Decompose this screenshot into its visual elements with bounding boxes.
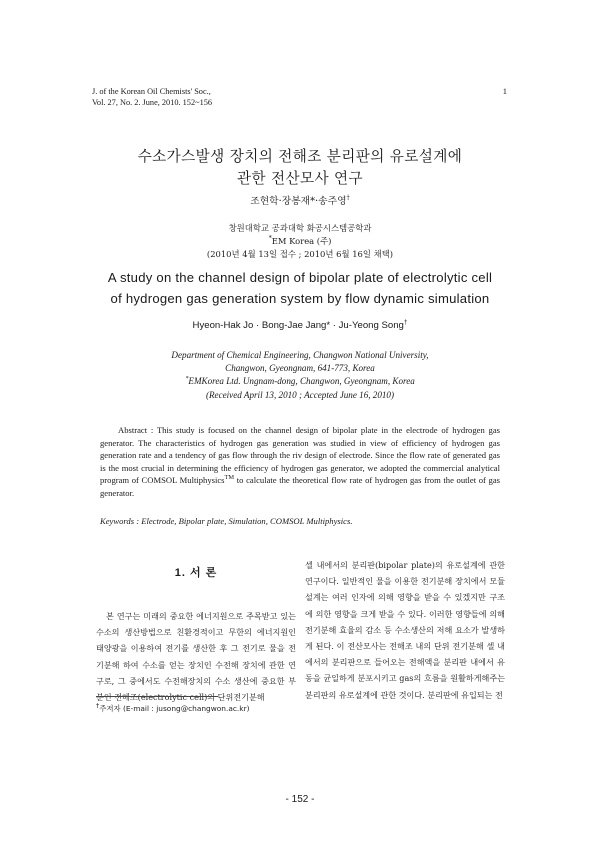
korean-affil-company: *EM Korea (주): [268, 234, 332, 246]
english-title: [0, 267, 600, 309]
body-column-right: [305, 557, 505, 703]
corresponding-dagger: †: [403, 318, 408, 326]
english-affil-department: Department of Chemical Engineering, Changwon National University,: [171, 350, 429, 360]
affil-star: *: [268, 234, 272, 243]
footnote-dagger: †: [96, 701, 100, 710]
abstract: [100, 424, 500, 500]
english-title-line2: of hydrogen gas generation system by flow dynamic simulation: [110, 291, 490, 306]
english-dates: (Received April 13, 2010 ; Accepted June 16, 2010): [205, 389, 395, 400]
trademark-mark: TM: [224, 474, 235, 482]
body-column-left: [96, 608, 296, 705]
abstract-text-end: to calculate the theoretical flow rate of hydrogen gas from the outlet of gas generator.: [100, 475, 500, 498]
journal-citation: [92, 86, 212, 108]
abstract-text: This study is focused on the channel design of bipolar plate in the electrode of hydrogen gas generator. The characteristics of hydrogen gas generation was studied in view of efficiency of hydrogen gas generation rate and a tendency of gas flow through the riv design of electrode. Since the flow rate of generated gas is the most crucial in determining the efficiency of hydrogen gas generator, we adopted the commercial analytical program of COMSOL Multiphysics: [100, 425, 501, 486]
abstract-label: Abstract :: [118, 425, 154, 435]
english-author-names: Hyeon-Hak Jo · Bong-Jae Jang* · Ju-Yeong Song: [192, 320, 404, 331]
body-right-text: 셀 내에서의 분리판(bipolar plate)의 유로설계에 관한 연구이다. 일반적인 물을 이용한 전기분해 장치에서 모듈설계는 여러 인자에 의해 영향을 받을 수 있겠지만 구조에 의한 영향을 크게 받을 수 있다. 이러한 영향들에 의해 전기분해 효율의 감소 등 수소생산의 저해 요소가 발생하게 된다. 이 전산모사는 전해조 내의 단위 전기분해 셀 내에서의 분리판으로 들어오는 전해액을 분리판 내에서 유동을 균일하게 분포시키고 gas의 흐름을 원활하게해주는 분리판의 유로설계에 관한 것이다. 분리판에 유입되는 전: [305, 560, 505, 700]
korean-title: [0, 146, 600, 190]
korean-affiliations: [0, 222, 600, 261]
keywords: Keywords : Electrode, Bipolar plate, Simulation, COMSOL Multiphysics.: [100, 516, 353, 526]
english-title-line1: A study on the channel design of bipolar plate of electrolytic cell: [107, 270, 493, 285]
journal-name: J. of the Korean Oil Chemists' Soc.,: [92, 87, 211, 96]
footnote-text: 주저자 (E-mail : jusong@changwon.ac.kr): [99, 704, 250, 713]
korean-affil-university: 창원대학교 공과대학 화공시스템공학과: [228, 223, 372, 233]
korean-title-line1: 수소가스발생 장치의 전해조 분리판의 유로설계에: [137, 148, 463, 165]
korean-authors: [0, 193, 600, 207]
english-affil-company: *EMKorea Ltd. Ungnam-dong, Changwon, Gyeongnam, Korea: [185, 375, 415, 387]
korean-dates: (2010년 4월 13일 접수 ; 2010년 6월 16일 채택): [206, 249, 394, 259]
journal-volume: Vol. 27, No. 2. June, 2010. 152~156: [92, 98, 213, 107]
footnote-divider: [96, 696, 218, 697]
body-left-text: 본 연구는 미래의 중요한 에너지원으로 주목받고 있는 수소의 생산방법으로 친환경적이고 무한의 에너지원인 태양광을 이용하여 전기를 생산한 후 그 전기로 물을 전기분해 하여 수소를 얻는 장치인 수전해 장치에 관한 연구로, 그 중에서도 수전해장치의 수소 생산에 중요한 부분인 전해조(electrolytic cell)의 단위전기분해: [96, 611, 296, 703]
affil-star: *: [185, 375, 189, 383]
corresponding-dagger: †: [346, 193, 350, 202]
korean-author-names: 조현학·장봉재*·송주영: [250, 196, 347, 207]
section-heading: 1. 서 론: [174, 567, 218, 579]
english-affil-city: Changwon, Gyeongnam, 641-773, Korea: [225, 363, 375, 374]
english-affiliations: [0, 349, 600, 402]
footnote: [96, 703, 250, 714]
korean-title-line2: 관한 전산모사 연구: [236, 170, 364, 187]
english-authors: [0, 320, 600, 331]
header-page-number: 1: [502, 86, 507, 96]
page-footer-number: - 152 -: [285, 794, 315, 805]
